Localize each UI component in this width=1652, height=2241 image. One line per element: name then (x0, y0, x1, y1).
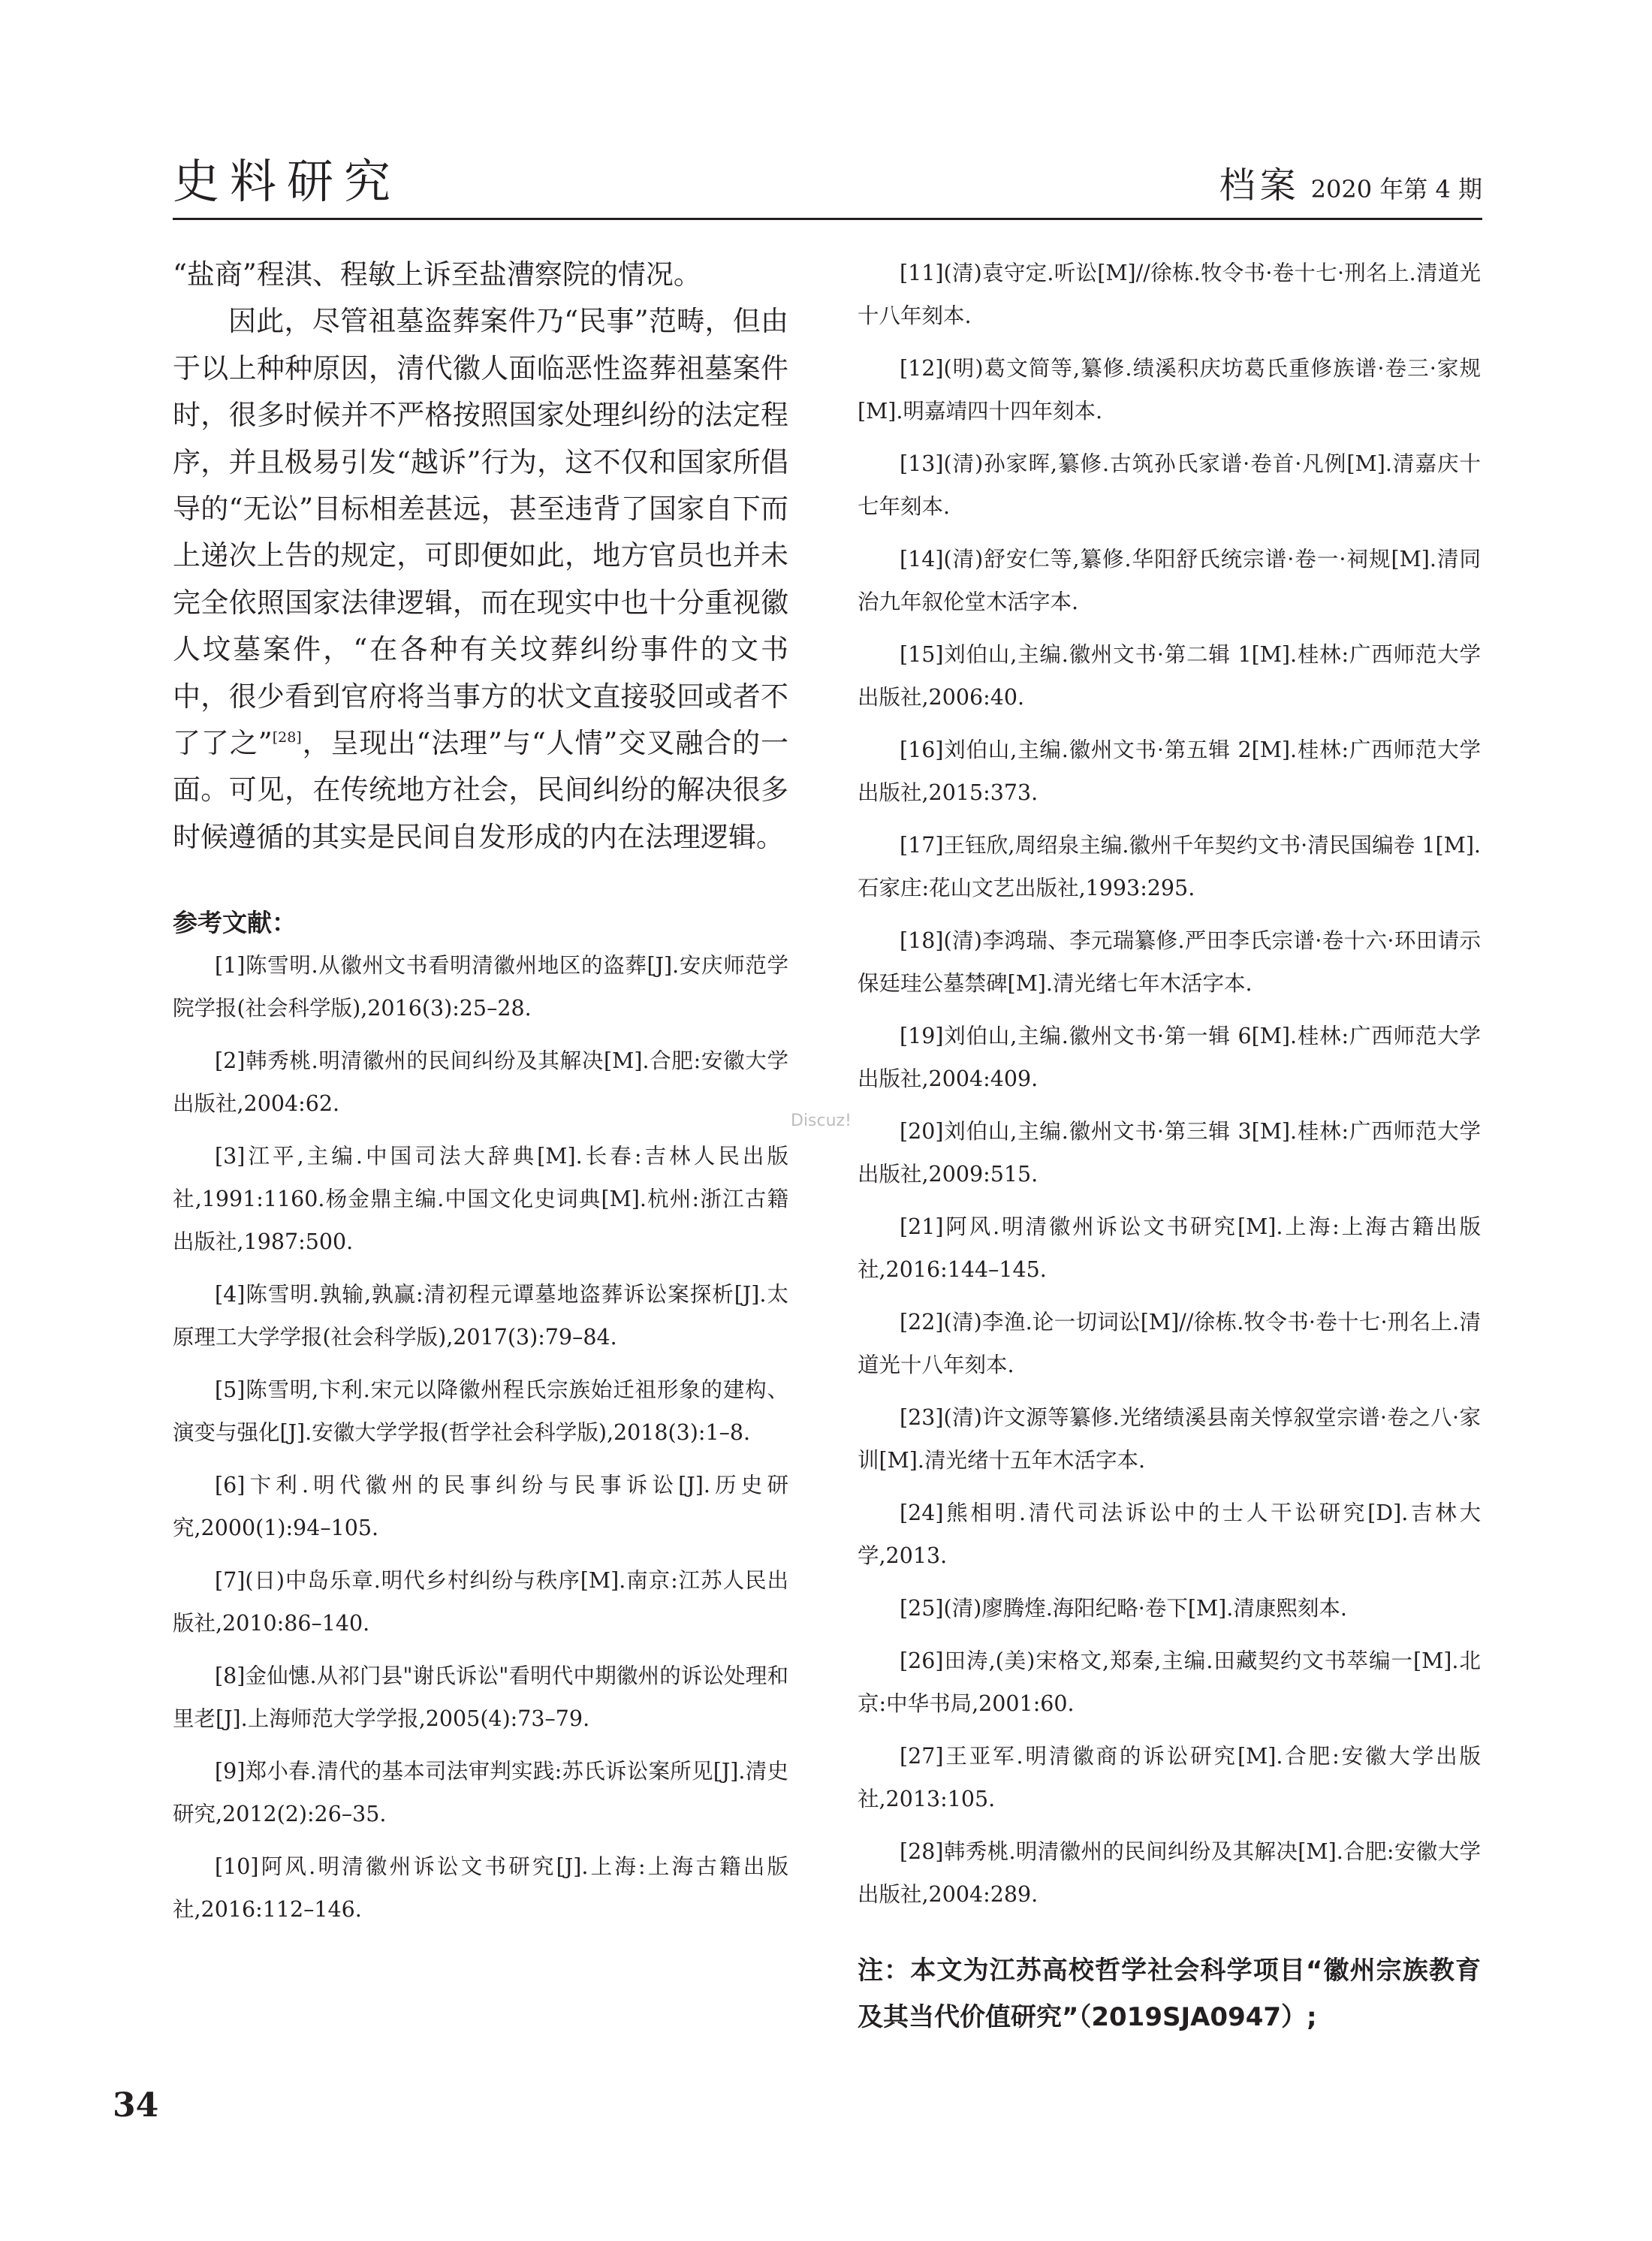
reference-item: [7](日)中岛乐章.明代乡村纠纷与秩序[M].南京:江苏人民出版社,2010:86–140. (173, 1568, 788, 1636)
reference-item: [24]熊相明.清代司法诉讼中的士人干讼研究[D].吉林大学,2013. (858, 1501, 1481, 1568)
reference-item: [23](清)许文源等纂修.光绪绩溪县南关惇叙堂宗谱·卷之八·家训[M].清光绪十五年木活字本. (858, 1405, 1481, 1473)
reference-item: [26]田涛,(美)宋格文,郑秦,主编.田藏契约文书萃编一[M].北京:中华书局,2001:60. (858, 1648, 1481, 1716)
reference-item: [28]韩秀桃.明清徽州的民间纠纷及其解决[M].合肥:安徽大学出版社,2004:289. (858, 1839, 1481, 1907)
reference-item: [11](清)袁守定.听讼[M]//徐栋.牧令书·卷十七·刑名上.清道光十八年刻本. (858, 261, 1481, 328)
body-paragraph-1: “盐商”程淇、程敏上诉至盐漕察院的情况。 (173, 258, 701, 291)
reference-item: [21]阿风.明清徽州诉讼文书研究[M].上海:上海古籍出版社,2016:144–145. (858, 1214, 1481, 1282)
reference-item: [15]刘伯山,主编.徽州文书·第二辑 1[M].桂林:广西师范大学出版社,2006:40. (858, 642, 1481, 710)
reference-item: [27]王亚军.明清徽商的诉讼研究[M].合肥:安徽大学出版社,2013:105. (858, 1744, 1481, 1811)
reference-item: [12](明)葛文简等,纂修.绩溪积庆坊葛氏重修族谱·卷三·家规[M].明嘉靖四十四年刻本. (858, 356, 1481, 424)
funding-note: 注：本文为江苏高校哲学社会科学项目“徽州宗族教育及其当代价值研究”（2019SJA0947）; (858, 1956, 1481, 2032)
reference-item: [10]阿风.明清徽州诉讼文书研究[J].上海:上海古籍出版社,2016:112–146. (173, 1854, 788, 1923)
watermark: Discuz! (791, 1111, 852, 1130)
issue-label: 2020 年第 4 期 (1310, 175, 1482, 204)
reference-item: [4]陈雪明.孰输,孰赢:清初程元谭墓地盗葬诉讼案探析[J].太原理工大学学报(社会科学版),2017(3):79–84. (173, 1282, 788, 1350)
journal-header (1219, 156, 1482, 208)
references-heading: 参考文献： (173, 908, 297, 938)
reference-item: [14](清)舒安仁等,纂修.华阳舒氏统宗谱·卷一·祠规[M].清同治九年叙伦堂木活字本. (858, 547, 1481, 614)
reference-item: [16]刘伯山,主编.徽州文书·第五辑 2[M].桂林:广西师范大学出版社,2015:373. (858, 737, 1481, 805)
reference-item: [17]王钰欣,周绍泉主编.徽州千年契约文书·清民国编卷 1[M].石家庄:花山文艺出版社,1993:295. (858, 833, 1481, 900)
body-paragraph-2-pre: 因此，尽管祖墓盗葬案件乃“民事”范畴，但由于以上种种原因，清代徽人面临恶性盗葬祖墓案件时，很多时候并不严格按照国家处理纠纷的法定程序，并且极易引发“越诉”行为，这不仅和国家所倡导的“无讼”目标相差甚远，甚至违背了国家自下而上递次上告的规定，可即便如此，地方官员也并未完全依照国家法律逻辑，而在现实中也十分重视徽人坟墓案件，“在各种有关坟葬纠纷事件的文书中，很少看到官府将当事方的状文直接驳回或者不了了之” (173, 305, 788, 760)
reference-item: [9]郑小春.清代的基本司法审判实践:苏氏诉讼案所见[J].清史研究,2012(2):26–35. (173, 1759, 788, 1827)
body-paragraph-2-post: ，呈现出“法理”与“人情”交叉融合的一面。可见，在传统地方社会，民间纠纷的解决很多时候遵循的其实是民间自发形成的内在法理逻辑。 (173, 727, 788, 853)
reference-item: [8]金仙憓.从祁门县"谢氏诉讼"看明代中期徽州的诉讼处理和里老[J].上海师范大学学报,2005(4):73–79. (173, 1663, 788, 1732)
left-column (173, 252, 788, 1941)
citation-marker: [28] (272, 729, 302, 746)
reference-item: [6]卞利.明代徽州的民事纠纷与民事诉讼[J].历史研究,2000(1):94–105. (173, 1473, 788, 1541)
reference-item: [1]陈雪明.从徽州文书看明清徽州地区的盗葬[J].安庆师范学院学报(社会科学版),2016(3):25–28. (173, 953, 788, 1021)
reference-item: [19]刘伯山,主编.徽州文书·第一辑 6[M].桂林:广西师范大学出版社,2004:409. (858, 1024, 1481, 1091)
page-number: 34 (113, 2086, 159, 2125)
section-title: 史料研究 (173, 154, 402, 209)
magazine-name: 档案 (1219, 164, 1301, 207)
header-divider (173, 218, 1482, 220)
right-column (858, 252, 1481, 2040)
reference-item: [13](清)孙家晖,纂修.古筑孙氏家谱·卷首·凡例[M].清嘉庆十七年刻本. (858, 451, 1481, 519)
reference-item: [3]江平,主编.中国司法大辞典[M].长春:吉林人民出版社,1991:1160.杨金鼎主编.中国文化史词典[M].杭州:浙江古籍出版社,1987:500. (173, 1144, 788, 1255)
body-text (173, 252, 788, 861)
reference-item: [22](清)李渔.论一切词讼[M]//徐栋.牧令书·卷十七·刑名上.清道光十八年刻本. (858, 1310, 1481, 1377)
reference-item: [25](清)廖腾煃.海阳纪略·卷下[M].清康熙刻本. (900, 1596, 1347, 1621)
reference-item: [5]陈雪明,卞利.宋元以降徽州程氏宗族始迁祖形象的建构、演变与强化[J].安徽大学学报(哲学社会科学版),2018(3):1–8. (173, 1377, 788, 1446)
reference-item: [20]刘伯山,主编.徽州文书·第三辑 3[M].桂林:广西师范大学出版社,2009:515. (858, 1119, 1481, 1187)
reference-item: [2]韩秀桃.明清徽州的民间纠纷及其解决[M].合肥:安徽大学出版社,2004:62. (173, 1048, 788, 1117)
reference-item: [18](清)李鸿瑞、李元瑞纂修.严田李氏宗谱·卷十六·环田请示保廷珪公墓禁碑[M].清光绪七年木活字本. (858, 928, 1481, 996)
body-paragraph-2 (173, 298, 788, 861)
